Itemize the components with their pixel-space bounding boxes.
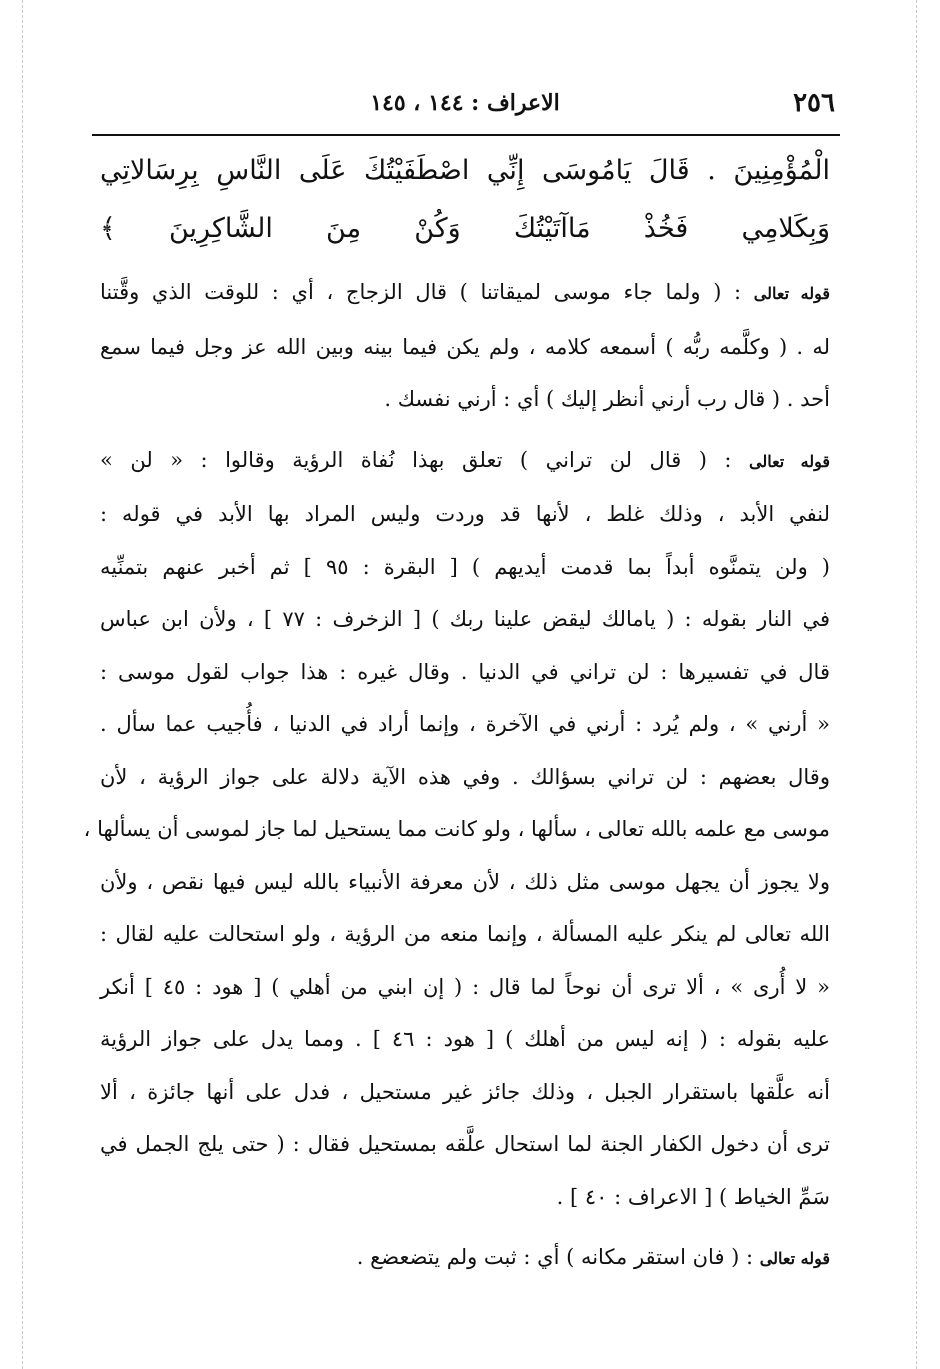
verse-line: وَبِكَلامِي فَخُذْ مَاآتَيْتُكَ وَكُنْ مِنَ الشَّاكِرِينَ ﴾ [100, 213, 830, 244]
text-line: ترى أن دخول الكفار الجنة لما استحال علَّقه بمستحيل فقال : ( حتى يلج الجمل في [100, 1132, 830, 1156]
text-line: الله تعالى لم ينكر عليه المسألة ، وإنما منعه من الرؤية ، ولو استحالت عليه لقال : [100, 922, 830, 946]
running-title: الاعراف : ١٤٤ ، ١٤٥ [370, 90, 560, 116]
paragraph-text: : ( قال لن تراني ) تعلق بهذا نُفاة الرؤية وقالوا : « لن » [100, 447, 732, 472]
header-rule [92, 134, 840, 136]
page-header [95, 88, 835, 128]
text-line: في النار بقوله : ( يامالك ليقض علينا ربك ) [ الزخرف : ٧٧ ] ، ولأن ابن عباس [100, 607, 831, 631]
paragraph-label: قوله تعالى [759, 1249, 830, 1268]
commentary-paragraph [100, 266, 830, 426]
page-number: ٢٥٦ [793, 88, 835, 118]
text-line: وقال بعضهم : لن تراني بسؤالك . وفي هذه الآية دلالة على جواز الرؤية ، لأن [100, 764, 830, 789]
paragraph-text: : ( ولما جاء موسى لميقاتنا ) قال الزجاج ، أي : للوقت الذي وقَّتنا [100, 280, 742, 304]
quran-verse [100, 142, 830, 258]
text-line: لنفي الأبد ، وذلك غلط ، لأنها قد وردت وليس المراد بها الأبد في قوله : [100, 502, 830, 526]
text-line: « أرني » ، ولم يُرد : أرني في الآخرة ، وإنما أراد في الدنيا ، فأُجيب عما سأل . [100, 712, 830, 736]
paragraph-text: : ( فان استقر مكانه ) أي : ثبت ولم يتضعضع . [356, 1245, 754, 1269]
commentary-paragraph [83, 434, 831, 1224]
paragraph-label: قوله تعالى [753, 284, 830, 303]
commentary-paragraph [100, 1231, 830, 1286]
scan-margin-line-right [916, 0, 917, 1369]
text-line: له . ( وكلَّمه ربُّه ) أسمعه كلامه ، ولم يكن فيما بينه وبين الله عز وجل فيما سمع [100, 334, 830, 359]
text-line: قال في تفسيرها : لن تراني في الدنيا . وقال غيره : هذا جواب لقول موسى : [100, 659, 830, 684]
text-line: أحد . ( قال رب أرني أنظر إليك ) أي : أرني نفسك . [384, 387, 830, 411]
text-line: ( ولن يتمنَّوه أبداً بما قدمت أيديهم ) [ البقرة : ٩٥ ] ثم أخبر عنهم بتمنِّيه [100, 554, 830, 579]
text-line: ولا يجوز أن يجهل موسى مثل ذلك ، لأن معرفة الأنبياء بالله ليس فيها نقص ، ولأن [100, 869, 830, 894]
text-line: أنه علَّقها باستقرار الجبل ، وذلك جائز غير مستحيل ، فدل على أنها جائزة ، ألا [100, 1079, 830, 1104]
verse-line: الْمُؤْمِنِينَ . قَالَ يَامُوسَى إِنِّي اصْطَفَيْتُكَ عَلَى النَّاسِ بِرِسَالاتِي [100, 155, 830, 186]
paragraph-label: قوله تعالى [748, 451, 830, 471]
text-line: « لا أُرى » ، ألا ترى أن نوحاً لما قال : ( إن ابني من أهلي ) [ هود : ٤٥ ] أنكر [100, 974, 830, 999]
scan-margin-line-left [22, 0, 23, 1369]
text-line: موسى مع علمه بالله تعالى ، سألها ، ولو كانت مما يستحيل لما جاز لموسى أن يسألها ، [83, 817, 830, 841]
page-body [83, 142, 831, 1286]
text-line: سَمِّ الخياط ) [ الاعراف : ٤٠ ] . [556, 1184, 830, 1209]
text-line: عليه بقوله : ( إنه ليس من أهلك ) [ هود : ٤٦ ] . ومما يدل على جواز الرؤية [100, 1027, 830, 1051]
